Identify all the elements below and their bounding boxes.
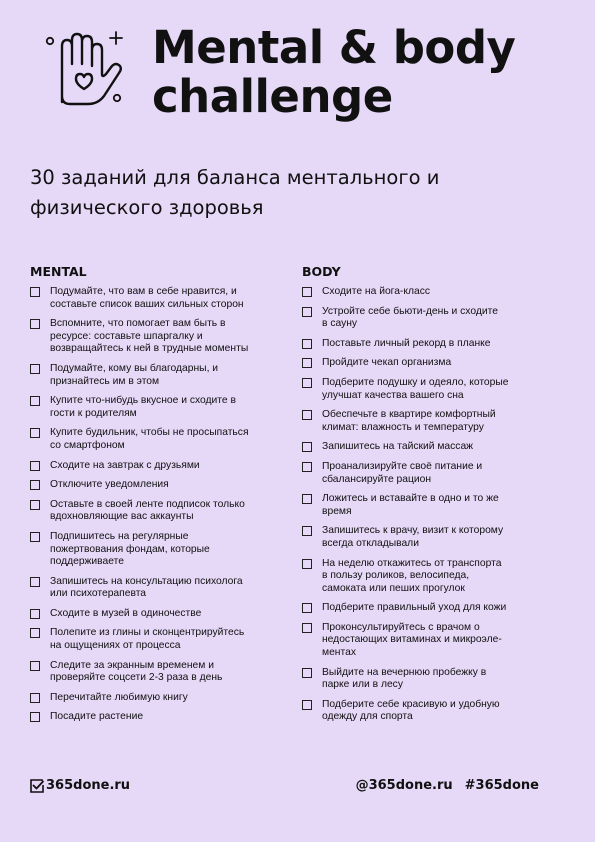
mental-task-item[interactable] xyxy=(30,479,270,492)
task-line: Купите будильник, чтобы не просыпаться xyxy=(50,427,249,439)
mental-task-item[interactable] xyxy=(30,499,270,524)
checkbox-icon[interactable] xyxy=(30,428,40,438)
task-line: Посадите растение xyxy=(50,711,144,723)
body-task-item[interactable] xyxy=(302,622,542,660)
footer-social xyxy=(356,778,539,793)
body-task-item[interactable] xyxy=(302,525,542,550)
body-task-item[interactable] xyxy=(302,493,542,518)
checkbox-icon[interactable] xyxy=(302,668,312,678)
task-line: Подберите правильный уход для кожи xyxy=(322,602,507,614)
mental-heading: MENTAL xyxy=(30,264,87,279)
mental-column xyxy=(30,264,270,731)
task-line: На неделю откажитесь от транспорта xyxy=(322,557,502,569)
checkbox-icon[interactable] xyxy=(30,628,40,638)
task-line: возвращайтесь к ней в трудные моменты xyxy=(50,343,249,355)
body-task-text xyxy=(322,377,509,402)
task-line: всегда откладывали xyxy=(322,537,419,549)
task-line: Купите что-нибудь вкусное и сходите в xyxy=(50,395,236,407)
checkbox-icon[interactable] xyxy=(302,339,312,349)
mental-task-text xyxy=(50,608,201,621)
task-line: в сауну xyxy=(322,318,358,330)
body-task-text xyxy=(322,493,499,518)
task-line: Запишитесь на консультацию психолога xyxy=(50,575,243,587)
checkbox-icon[interactable] xyxy=(302,559,312,569)
mental-task-text xyxy=(50,499,245,524)
task-line: Запишитесь на тайский массаж xyxy=(322,441,474,453)
checkbox-icon[interactable] xyxy=(302,462,312,472)
checkbox-icon[interactable] xyxy=(30,461,40,471)
checkbox-icon[interactable] xyxy=(302,410,312,420)
task-line: Отключите уведомления xyxy=(50,479,169,491)
mental-task-item[interactable] xyxy=(30,627,270,652)
hand-heart-logo xyxy=(40,24,130,114)
body-task-text xyxy=(322,441,473,454)
task-line: Запишитесь к врачу, визит к которому xyxy=(322,525,504,537)
task-line: Подумайте, кому вы благодарны, и xyxy=(50,362,219,374)
body-heading: BODY xyxy=(302,264,341,279)
task-line: Перечитайте любимую книгу xyxy=(50,691,188,703)
checkbox-icon[interactable] xyxy=(302,287,312,297)
body-task-text xyxy=(322,525,503,550)
hand-heart-icon xyxy=(40,24,130,114)
body-task-item[interactable] xyxy=(302,409,542,434)
checkbox-icon[interactable] xyxy=(30,712,40,722)
checkbox-icon[interactable] xyxy=(30,364,40,374)
mental-task-text xyxy=(50,692,188,705)
task-line: Вспомните, что помогает вам быть в xyxy=(50,318,226,330)
mental-task-item[interactable] xyxy=(30,692,270,705)
checkbox-icon[interactable] xyxy=(302,378,312,388)
checkbox-icon[interactable] xyxy=(30,532,40,542)
checkbox-icon[interactable] xyxy=(30,287,40,297)
task-line: Подберите себе красивую и удобную xyxy=(322,698,500,710)
task-line: вдохновляющие вас аккаунты xyxy=(50,511,194,523)
checkbox-icon[interactable] xyxy=(30,661,40,671)
title-line: challenge xyxy=(152,70,393,123)
task-line: Подумайте, что вам в себе нравится, и xyxy=(50,286,237,297)
body-task-text xyxy=(322,357,451,370)
body-task-text xyxy=(322,558,501,596)
body-task-text xyxy=(322,286,430,299)
task-line: Подберите подушку и одеяло, которые xyxy=(322,376,509,388)
body-task-text xyxy=(322,699,500,724)
task-line: Проанализируйте своё питание и xyxy=(322,460,483,472)
mental-task-item[interactable] xyxy=(30,286,270,311)
task-line: на ощущениях от процесса xyxy=(50,640,181,652)
body-task-text xyxy=(322,622,502,660)
page-title xyxy=(152,23,515,121)
task-line: парке или в лесу xyxy=(322,679,403,691)
body-task-text xyxy=(322,338,490,351)
body-task-item[interactable] xyxy=(302,667,542,692)
mental-task-text xyxy=(50,576,243,601)
mental-task-text xyxy=(50,286,244,311)
task-line: сбалансируйте рацион xyxy=(322,473,432,485)
body-task-list xyxy=(302,286,542,724)
subtitle-line: 30 заданий для баланса ментального и xyxy=(30,166,440,189)
subtitle-line: физического здоровья xyxy=(30,196,264,219)
sparkle-icon xyxy=(110,32,122,44)
mental-task-item[interactable] xyxy=(30,608,270,621)
body-task-item[interactable] xyxy=(302,377,542,402)
task-line: Сходите в музей в одиночестве xyxy=(50,607,202,619)
mental-task-item[interactable] xyxy=(30,576,270,601)
task-line: Сходите на завтрак с друзьями xyxy=(50,459,200,471)
mental-task-text xyxy=(50,711,143,724)
mental-task-text xyxy=(50,627,244,652)
body-task-text xyxy=(322,306,498,331)
body-task-item[interactable] xyxy=(302,602,542,615)
task-line: Сходите на йога-класс xyxy=(322,286,431,297)
mental-task-item[interactable] xyxy=(30,318,270,356)
body-task-text xyxy=(322,409,496,434)
checkbox-icon[interactable] xyxy=(30,609,40,619)
task-line: Оставьте в своей ленте подписок только xyxy=(50,498,245,510)
task-line: составьте список ваших сильных сторон xyxy=(50,298,244,310)
task-line: время xyxy=(322,505,352,517)
checkbox-icon[interactable] xyxy=(30,480,40,490)
task-line: Полепите из глины и сконцентрируйтесь xyxy=(50,627,245,639)
mental-task-item[interactable] xyxy=(30,460,270,473)
body-task-item[interactable] xyxy=(302,338,542,351)
checkbox-icon[interactable] xyxy=(302,700,312,710)
title-line: Mental & body xyxy=(152,21,516,74)
checkbox-icon[interactable] xyxy=(302,442,312,452)
mental-task-list xyxy=(30,286,270,724)
body-task-item[interactable] xyxy=(302,699,542,724)
task-line: одежду для спорта xyxy=(322,711,413,723)
task-line: пожертвования фондам, которые xyxy=(50,543,210,555)
body-task-item[interactable] xyxy=(302,461,542,486)
mental-task-text xyxy=(50,363,218,388)
subtitle xyxy=(30,163,550,223)
task-line: Подпишитесь на регулярные xyxy=(50,530,189,542)
checkbox-icon[interactable] xyxy=(30,396,40,406)
check-icon xyxy=(30,779,44,793)
task-line: со смартфоном xyxy=(50,439,125,451)
mental-task-text xyxy=(50,660,222,685)
mental-task-text xyxy=(50,318,248,356)
body-task-text xyxy=(322,602,506,615)
task-line: Ложитесь и вставайте в одно и то же xyxy=(322,493,499,505)
mental-task-text xyxy=(50,460,200,473)
checkbox-icon[interactable] xyxy=(302,526,312,536)
checkbox-icon[interactable] xyxy=(30,693,40,703)
checkbox-icon[interactable] xyxy=(302,623,312,633)
body-task-text xyxy=(322,461,482,486)
task-line: проверяйте соцсети 2-3 раза в день xyxy=(50,672,223,684)
task-line: Выйдите на вечернюю пробежку в xyxy=(322,666,487,678)
task-line: Следите за экранным временем и xyxy=(50,659,214,671)
body-task-item[interactable] xyxy=(302,306,542,331)
task-line: самоката или пеших прогулок xyxy=(322,582,465,594)
task-line: в пользу роликов, велосипеда, xyxy=(322,570,470,582)
task-line: Пройдите чекап организма xyxy=(322,357,452,369)
task-line: ресурсе: составьте шпаргалку и xyxy=(50,330,203,342)
task-line: Проконсультируйтесь с врачом о xyxy=(322,621,480,633)
body-task-item[interactable] xyxy=(302,441,542,454)
task-line: Устройте себе бьюти-день и сходите xyxy=(322,305,498,317)
mental-task-item[interactable] xyxy=(30,531,270,569)
body-task-text xyxy=(322,667,486,692)
task-line: недостающих витаминах и микроэле- xyxy=(322,634,502,646)
task-line: ментах xyxy=(322,647,356,659)
mental-task-item[interactable] xyxy=(30,395,270,420)
body-task-item[interactable] xyxy=(302,558,542,596)
site-link[interactable]: 365done.ru xyxy=(46,778,131,793)
body-task-item[interactable] xyxy=(302,286,542,299)
task-line: признайтесь им в этом xyxy=(50,375,160,387)
checkbox-icon[interactable] xyxy=(302,603,312,613)
mental-task-item[interactable] xyxy=(30,427,270,452)
body-column xyxy=(302,264,542,731)
checkbox-icon[interactable] xyxy=(302,494,312,504)
mental-task-item[interactable] xyxy=(30,660,270,685)
task-line: климат: влажность и температуру xyxy=(322,421,484,433)
task-line: гости к родителям xyxy=(50,407,137,419)
checkbox-icon[interactable] xyxy=(30,577,40,587)
task-line: поддерживаете xyxy=(50,556,124,568)
body-task-item[interactable] xyxy=(302,357,542,370)
mental-task-item[interactable] xyxy=(30,711,270,724)
footer-site xyxy=(30,778,130,793)
mental-task-text xyxy=(50,531,210,569)
task-line: улучшат качества вашего сна xyxy=(322,389,464,401)
hashtag[interactable]: #365done xyxy=(464,778,539,793)
mental-task-text xyxy=(50,427,249,452)
mental-task-item[interactable] xyxy=(30,363,270,388)
checkbox-icon[interactable] xyxy=(302,358,312,368)
task-line: Поставьте личный рекорд в планке xyxy=(322,337,491,349)
checkbox-icon[interactable] xyxy=(302,307,312,317)
checkbox-icon[interactable] xyxy=(30,500,40,510)
task-line: или психотерапевта xyxy=(50,588,147,600)
mental-task-text xyxy=(50,479,169,492)
social-handle[interactable]: @365done.ru xyxy=(355,778,453,793)
mental-task-text xyxy=(50,395,236,420)
task-line: Обеспечьте в квартире комфортный xyxy=(322,409,496,421)
checkbox-icon[interactable] xyxy=(30,319,40,329)
